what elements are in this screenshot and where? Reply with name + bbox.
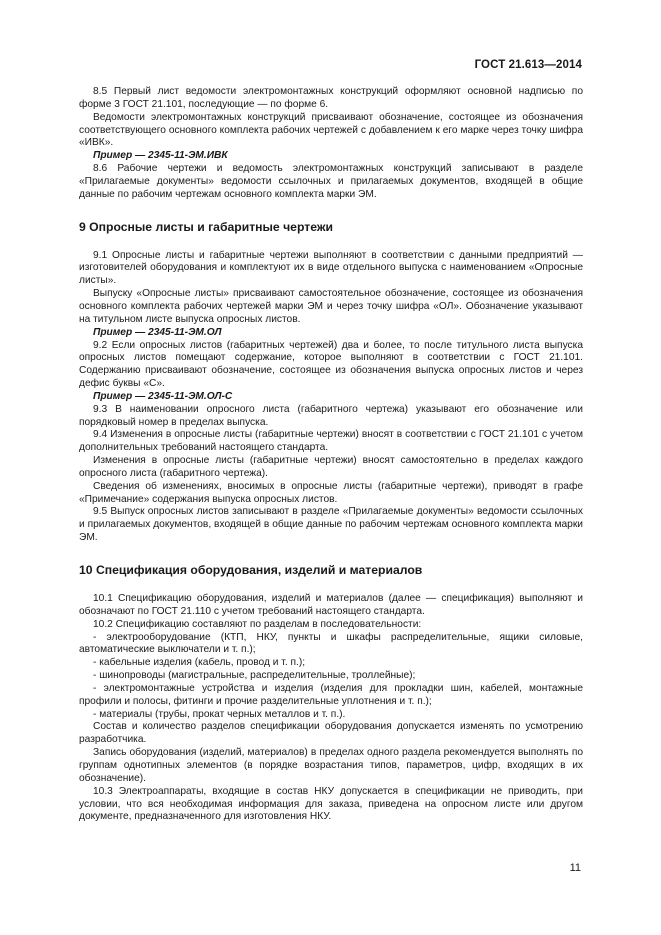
paragraph: Запись оборудования (изделий, материалов) в пределах одного раздела рекомендуется выполнять по группам однотипных элементов (в порядке возрастания типов, параметров, цифр, входящих в их обозначение). — [79, 747, 583, 784]
list-item: - материалы (трубы, прокат черных металлов и т. п.). — [93, 708, 346, 720]
paragraph: Ведомости электромонтажных конструкций присваивают обозначение, состоящее из обозначения соответствующего основного комплекта рабочих чертежей с добавлением к его марке через точку шифра «ИВК». — [79, 111, 583, 149]
paragraph: Сведения об изменениях, вносимых в опросные листы (габаритные чертежи), приводят в графе «Примечание» содержания выпуска опросных листов. — [79, 480, 583, 505]
example-line: Пример — 2345-11-ЭМ.ИВК — [93, 150, 228, 162]
example-line: Пример — 2345-11-ЭМ.ОЛ — [93, 326, 222, 338]
standard-designation: ГОСТ 21.613—2014 — [474, 59, 582, 71]
paragraph: 9.4 Изменения в опросные листы (габаритные чертежи) вносят в соответствии с ГОСТ 21.101 с учетом дополнительных требований настоящего стандарта. — [79, 429, 583, 454]
page-number: 11 — [569, 862, 581, 874]
list-item: - электрооборудование (КТП, НКУ, пункты и шкафы распределительные, ящики силовые, автоматические выключатели и т. п.); — [79, 631, 583, 656]
list-item: - кабельные изделия (кабель, провод и т. п.); — [93, 657, 306, 669]
paragraph: Изменения в опросные листы (габаритные чертежи) вносят самостоятельно в пределах каждого опросного листа (габаритного чертежа). — [79, 455, 583, 479]
section-heading: 10 Спецификация оборудования, изделий и материалов — [79, 563, 423, 577]
page-body — [79, 86, 583, 824]
paragraph: Выпуску «Опросные листы» присваивают самостоятельное обозначение, состоящее из обозначения основного комплекта рабочих чертежей марки ЭМ и через точку шифра «ОЛ». Обозначение указывают на титульном листе выпуска опросных листов. — [79, 288, 583, 325]
example-line: Пример — 2345-11-ЭМ.ОЛ-С — [93, 390, 233, 402]
paragraph: 9.2 Если опросных листов (габаритных чертежей) два и более, то после титульного листа выпуска опросных листов помещают содержание, которое выполняют в соответствии с ГОСТ 21.101. Содержанию присваивают обозначение, состоящее из обозначения выпуска опросных листов и через дефис буквы «С». — [79, 339, 583, 390]
list-item: - шинопроводы (магистральные, распределительные, троллейные); — [93, 670, 416, 682]
paragraph: 8.6 Рабочие чертежи и ведомость электромонтажных конструкций записывают в разделе «Прилагаемые документы» ведомости ссылочных и прилагаемых документов, входящей в общие данные по рабочим чертежам основного комплекта марки ЭМ. — [79, 163, 583, 200]
list-item: - электромонтажные устройства и изделия (изделия для прокладки шин, кабелей, монтажные профили и полосы, фитинги и прочие разделительные уплотнения и т. п.); — [79, 682, 583, 707]
paragraph: 8.5 Первый лист ведомости электромонтажных конструкций оформляют основной надписью по форме 3 ГОСТ 21.101, последующие — по форме 6. — [79, 86, 583, 110]
paragraph: 10.2 Спецификацию составляют по разделам в последовательности: — [93, 618, 422, 630]
paragraph: 9.3 В наименовании опросного листа (габаритного чертежа) указывают его обозначение или порядковый номер в пределах выпуска. — [79, 403, 583, 428]
section-heading: 9 Опросные листы и габаритные чертежи — [79, 219, 333, 234]
paragraph: 9.1 Опросные листы и габаритные чертежи выполняют в соответствии с данными предприятий — изготовителей оборудования и комплектуют их в виде отдельного выпуска с наименованием «Опросные листы». — [79, 249, 583, 287]
paragraph: 9.5 Выпуск опросных листов записывают в разделе «Прилагаемые документы» ведомости ссылочных и прилагаемых документов, входящей в общие данные по рабочим чертежам основного комплекта марки ЭМ. — [79, 506, 583, 544]
paragraph: 10.3 Электроаппараты, входящие в состав НКУ допускается в спецификации не приводить, при условии, что вся необходимая информация для заказа, приведена на опросном листе или другом документе, предназначенного для изготовления НКУ. — [79, 785, 583, 823]
paragraph: Состав и количество разделов спецификации оборудования допускается изменять по усмотрению разработчика. — [79, 721, 583, 746]
paragraph: 10.1 Спецификацию оборудования, изделий и материалов (далее — спецификация) выполняют и обозначают по ГОСТ 21.110 с учетом требований настоящего стандарта. — [79, 593, 583, 617]
